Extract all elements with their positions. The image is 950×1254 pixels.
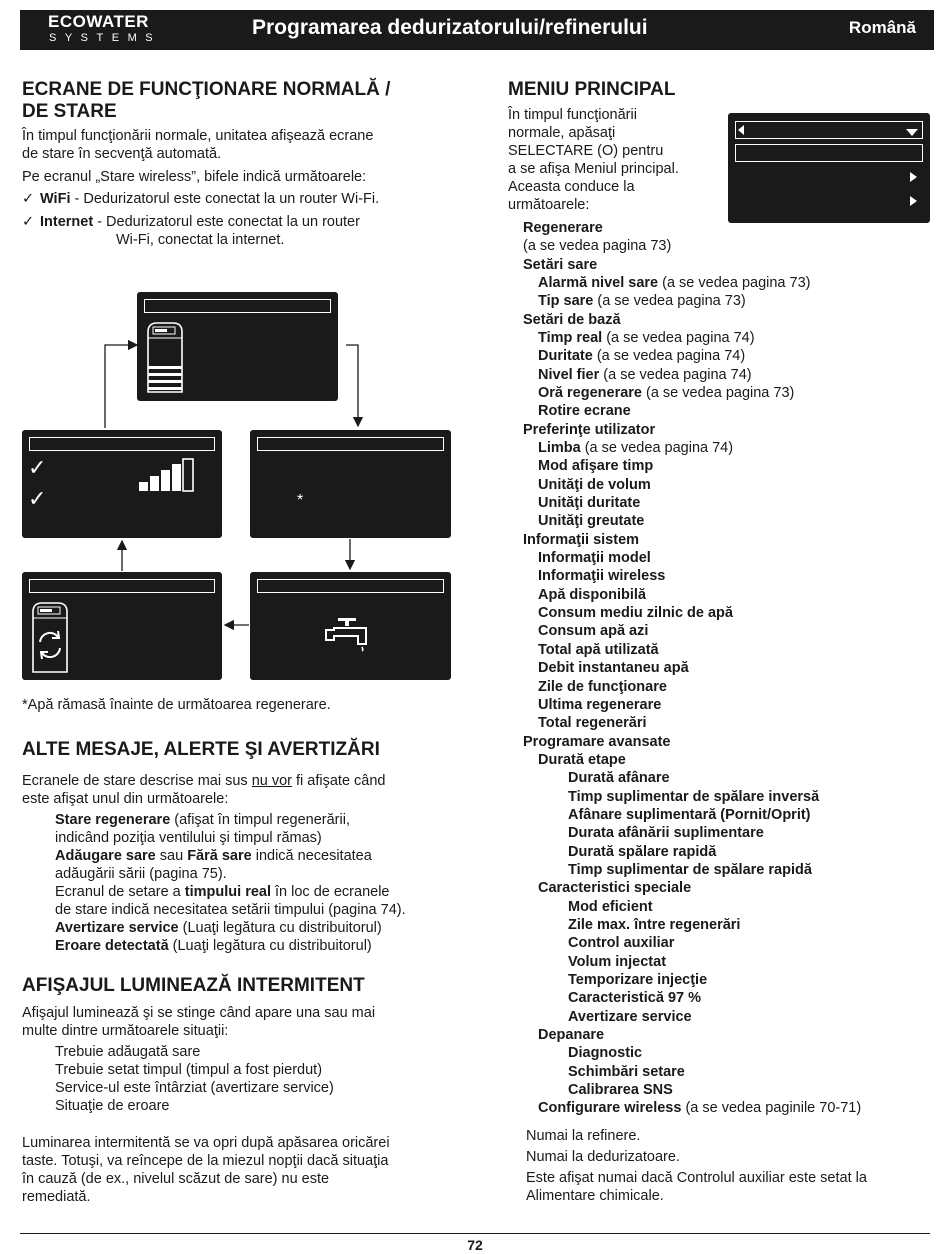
- menu-item-label: Rotire ecrane: [538, 403, 631, 420]
- alert-desc: indică necesitatea: [251, 848, 372, 864]
- note-aux-line2: Alimentare chimicale.: [526, 1188, 664, 1204]
- menu-item-label: Informaţii wireless: [538, 568, 666, 585]
- menu-item-label: Consum mediu zilnic de apă: [538, 605, 733, 622]
- menu-item-label: Tip sare: [538, 293, 594, 310]
- menu-item-label: Timp suplimentar de spălare inversă: [568, 788, 820, 805]
- menu-item-label: Preferinţe utilizator: [523, 421, 656, 438]
- menu-item-note: (a se vedea pagina 74): [580, 440, 734, 457]
- menu-item: [568, 953, 666, 971]
- main-menu-heading: MENIU PRINCIPAL: [508, 79, 676, 100]
- menu-item-label: Limba: [538, 440, 581, 457]
- screen-water-remaining: [250, 430, 451, 538]
- menu-item: [568, 1063, 685, 1081]
- internet-check-icon: ✓: [28, 486, 47, 511]
- menu-item-label: Mod afişare timp: [538, 458, 654, 475]
- menu-item: [538, 1099, 861, 1117]
- language-label: Română: [848, 18, 916, 37]
- internet-desc-line1: - Dedurizatorul este conectat la un router: [93, 214, 360, 230]
- regeneration-unit-icon: [30, 600, 70, 674]
- alerts-intro-line1: [22, 772, 462, 790]
- alert-term: timpului real: [184, 884, 271, 900]
- menu-item-label: Configurare wireless: [538, 1100, 682, 1117]
- status-heading-line2: DE STARE: [22, 101, 117, 122]
- menu-item-label: Duritate: [538, 348, 593, 365]
- arrow-to-top-screen: [105, 345, 137, 428]
- alerts-section: [22, 739, 380, 761]
- wifi-check-icon: ✓: [28, 455, 47, 480]
- alert-term: Fără sare: [187, 848, 252, 864]
- alert-item-time: [55, 883, 455, 901]
- closing-line: în cauză (de ex., nivelul scăzut de sare) nu este: [22, 1171, 330, 1187]
- menu-item: [538, 641, 659, 659]
- alerts-intro-line2: este afişat unul din următoarele:: [22, 791, 229, 807]
- right-arrow-icon: [910, 172, 917, 182]
- flashing-heading: AFIŞAJUL LUMINEAZĂ INTERMITENT: [22, 975, 365, 996]
- menu-item-note: (a se vedea pagina 73): [658, 275, 811, 292]
- alert-term: Stare regenerare: [55, 812, 171, 828]
- menu-item-label: Caracteristici speciale: [538, 880, 692, 897]
- alert-term: Eroare detectată: [55, 938, 169, 954]
- screen-regeneration: [22, 572, 222, 680]
- screen-wireless-status: [22, 430, 222, 538]
- intro-line: SELECTARE (O) pentru: [508, 143, 664, 159]
- menu-item-label: Durată afânare: [568, 770, 670, 787]
- menu-item-label: Durată etape: [538, 751, 626, 768]
- menu-item-label: Setări de bază: [523, 311, 621, 328]
- menu-item-note: (a se vedea pagina 74): [599, 366, 752, 383]
- note-softener: Numai la dedurizatoare.: [526, 1149, 680, 1165]
- footnote-star: *: [297, 492, 304, 509]
- menu-item: [538, 402, 631, 420]
- menu-item-label: Durata afânării suplimentare: [568, 825, 764, 842]
- menu-item: [523, 237, 671, 255]
- screen-title-bar: [257, 437, 444, 451]
- internet-desc-line2: Wi-Fi, conectat la internet.: [116, 232, 285, 248]
- signal-strength-icon: [138, 458, 196, 492]
- menu-item: [568, 971, 707, 989]
- menu-item-label: Oră regenerare: [538, 385, 642, 402]
- menu-item-label: Programare avansate: [523, 733, 671, 750]
- menu-item-label: Debit instantaneu apă: [538, 660, 689, 677]
- logo-main-text: ECOWATER: [48, 12, 149, 31]
- chevron-down-icon: [906, 129, 918, 136]
- alert-desc: în loc de ecranele: [271, 884, 390, 900]
- wifi-term: WiFi: [40, 191, 71, 207]
- status-intro-line1: În timpul funcţionării normale, unitatea afişează ecrane: [22, 128, 374, 144]
- menu-item: [538, 476, 651, 494]
- intro-line: următoarele:: [508, 197, 590, 213]
- menu-item: [523, 421, 655, 439]
- menu-item: [523, 531, 639, 549]
- status-intro-line2: de stare în secvenţă automată.: [22, 146, 222, 162]
- menu-item-label: Afânare suplimentară (Pornit/Oprit): [568, 806, 811, 823]
- menu-item-note: (a se vedea pagina 74): [602, 330, 755, 347]
- menu-item: [568, 806, 811, 824]
- menu-item: [538, 696, 661, 714]
- menu-item: [538, 457, 653, 475]
- intro-line: normale, apăsaţi: [508, 125, 616, 141]
- faucet-icon: [324, 616, 374, 652]
- menu-item: [568, 861, 812, 879]
- menu-item-label: Mod eficient: [568, 898, 653, 915]
- menu-item-label: Schimbări setare: [568, 1063, 685, 1080]
- menu-item: [523, 219, 603, 237]
- menu-item-label: Timp suplimentar de spălare rapidă: [568, 861, 812, 878]
- alert-item-time-line2: de stare indică necesitatea setării timpului (pagina 74).: [55, 902, 406, 918]
- menu-item-label: Zile max. între regenerări: [568, 916, 741, 933]
- logo-sub-text: SYSTEMS: [49, 32, 162, 44]
- alert-item-regeneration-line2: indicând poziţia ventilului şi timpul rămas): [55, 830, 322, 846]
- alert-item-error: [55, 937, 455, 955]
- menu-item: [568, 824, 764, 842]
- menu-item-label: Temporizare injecţie: [568, 971, 708, 988]
- menu-item: [538, 678, 667, 696]
- menu-item: [568, 1081, 673, 1099]
- menu-item: [568, 1008, 692, 1026]
- menu-item: [538, 714, 647, 732]
- list-item: Situaţie de eroare: [55, 1098, 170, 1114]
- menu-selector-bar: [735, 121, 923, 139]
- alert-item-regeneration: [55, 811, 455, 829]
- menu-item-label: Regenerare: [523, 220, 603, 236]
- alert-term: Adăugare sare: [55, 848, 156, 864]
- menu-item: [538, 347, 745, 365]
- alert-item-service: [55, 919, 455, 937]
- left-arrow-icon: [737, 125, 745, 135]
- alert-desc: (afişat în timpul regenerării,: [170, 812, 350, 828]
- menu-item-label: Unităţi greutate: [538, 513, 645, 530]
- flashing-intro: [22, 1004, 462, 1040]
- menu-item-label: Depanare: [538, 1026, 605, 1043]
- alerts-intro: [22, 772, 462, 808]
- alert-term: Avertizare service: [55, 920, 179, 936]
- right-arrow-icon: [910, 196, 917, 206]
- list-item: Trebuie adăugată sare: [55, 1044, 201, 1060]
- note-refiner: Numai la refinere.: [526, 1128, 641, 1144]
- menu-item-label: Nivel fier: [538, 366, 600, 383]
- main-menu-section: [508, 79, 675, 101]
- alerts-list: [55, 811, 455, 955]
- status-intro: [22, 127, 462, 163]
- menu-item: [568, 788, 819, 806]
- closing-line: taste. Totuşi, va reîncepe de la miezul nopţii dacă situaţia: [22, 1153, 389, 1169]
- menu-item: [538, 879, 691, 897]
- check-icon: ✓: [22, 214, 35, 230]
- menu-item-label: Informaţii model: [538, 550, 651, 567]
- alert-desc: Ecranul de setare a: [55, 884, 185, 900]
- internet-item: [22, 213, 462, 231]
- closing-line: Luminarea intermitentă se va opri după apăsarea oricărei: [22, 1135, 390, 1151]
- alert-desc: sau: [155, 848, 188, 864]
- main-menu-screen: [728, 113, 930, 223]
- menu-item-label: Zile de funcţionare: [538, 678, 667, 695]
- screen-softener-status: [137, 292, 338, 401]
- menu-item: [538, 604, 733, 622]
- closing-line: remediată.: [22, 1189, 91, 1205]
- alerts-intro-part2: fi afişate când: [292, 773, 386, 789]
- list-item: Service-ul este întârziat (avertizare service): [55, 1080, 334, 1096]
- menu-item-note: (a se vedea paginile 70-71): [681, 1100, 862, 1117]
- menu-notes: [526, 1127, 926, 1205]
- alert-item-salt: [55, 847, 455, 865]
- menu-item-label: Total apă utilizată: [538, 641, 659, 658]
- menu-item-label: Apă disponibilă: [538, 586, 646, 603]
- menu-item-note: (a se vedea pagina 73): [593, 293, 746, 310]
- alert-item-salt-line2: adăugării sării (pagina 75).: [55, 866, 227, 882]
- list-item: Trebuie setat timpul (timpul a fost pierdut): [55, 1062, 323, 1078]
- menu-item: [523, 733, 671, 751]
- menu-item-label: Caracteristică 97 %: [568, 990, 701, 1007]
- menu-item-label: Control auxiliar: [568, 935, 675, 952]
- menu-item: [568, 934, 674, 952]
- menu-item-note: (a se vedea pagina 73): [523, 238, 672, 255]
- internet-term: Internet: [40, 214, 94, 230]
- alert-desc: (Luaţi legătura cu distribuitorul): [178, 920, 382, 936]
- menu-item: [538, 622, 648, 640]
- menu-item-label: Volum injectat: [568, 953, 667, 970]
- menu-item: [538, 1026, 604, 1044]
- status-screens-diagram: [20, 288, 460, 688]
- flashing-list: [55, 1043, 455, 1115]
- menu-item-label: Avertizare service: [568, 1008, 692, 1025]
- check-icon: ✓: [22, 191, 35, 207]
- menu-item-label: Consum apă azi: [538, 623, 649, 640]
- menu-item-label: Unităţi duritate: [538, 495, 641, 512]
- screen-title-bar: [29, 437, 215, 451]
- menu-item-note: (a se vedea pagina 74): [592, 348, 746, 365]
- menu-item: [538, 366, 752, 384]
- menu-item: [538, 512, 644, 530]
- menu-item: [523, 256, 597, 274]
- menu-item: [523, 311, 621, 329]
- flashing-intro-line1: Afişajul luminează şi se stinge când apare una sau mai: [22, 1005, 376, 1021]
- menu-item: [538, 329, 755, 347]
- footer-divider: [20, 1233, 930, 1234]
- menu-item: [538, 567, 665, 585]
- menu-item-label: Timp real: [538, 330, 603, 347]
- alerts-heading: ALTE MESAJE, ALERTE ŞI AVERTIZĂRI: [22, 739, 380, 760]
- menu-item: [538, 586, 646, 604]
- menu-item-label: Total regenerări: [538, 715, 647, 732]
- note-aux-line1: Este afişat numai dacă Controlul auxiliar este setat la: [526, 1170, 867, 1186]
- wifi-desc: - Dedurizatorul este conectat la un router Wi-Fi.: [70, 191, 380, 207]
- menu-item: [568, 916, 740, 934]
- page-title: Programarea dedurizatorului/refinerului: [252, 16, 648, 39]
- menu-item-label: Ultima regenerare: [538, 696, 662, 713]
- softener-unit-icon: [145, 320, 185, 394]
- menu-item-label: Unităţi de volum: [538, 476, 651, 493]
- menu-item: [568, 898, 653, 916]
- alerts-intro-underlined: nu vor: [251, 773, 292, 789]
- alert-desc: (Luaţi legătura cu distribuitorul): [168, 938, 372, 954]
- menu-item: [568, 989, 701, 1007]
- menu-item-note: (a se vedea pagina 73): [641, 385, 795, 402]
- wireless-intro: Pe ecranul „Stare wireless”, bifele indică următoarele:: [22, 169, 367, 185]
- menu-item: [538, 384, 794, 402]
- menu-item-label: Informaţii sistem: [523, 531, 640, 548]
- intro-line: a se afişa Meniul principal.: [508, 161, 679, 177]
- menu-item-label: Alarmă nivel sare: [538, 275, 659, 292]
- intro-line: În timpul funcţionării: [508, 107, 637, 123]
- flashing-intro-line2: multe dintre următoarele situaţii:: [22, 1023, 229, 1039]
- menu-item: [538, 549, 651, 567]
- menu-item-label: Calibrarea SNS: [568, 1081, 673, 1098]
- menu-item: [538, 494, 640, 512]
- menu-item: [538, 751, 626, 769]
- wifi-item: [22, 190, 462, 208]
- menu-item: [568, 1044, 642, 1062]
- ecowater-logo: [48, 12, 161, 44]
- flashing-section: [22, 975, 365, 997]
- menu-highlight-bar: [735, 144, 923, 162]
- screen-title-bar: [144, 299, 331, 313]
- menu-item-label: Durată spălare rapidă: [568, 843, 717, 860]
- screen-title-bar: [257, 579, 444, 593]
- alerts-intro-part1: Ecranele de stare descrise mai sus: [22, 773, 252, 789]
- menu-item: [568, 769, 670, 787]
- status-section: [22, 79, 462, 123]
- screen-water-flow: [250, 572, 451, 680]
- main-menu-intro: [508, 106, 728, 214]
- status-heading-line1: ECRANE DE FUNCŢIONARE NORMALĂ /: [22, 79, 391, 100]
- flashing-closing: [22, 1134, 462, 1206]
- menu-item: [538, 274, 810, 292]
- intro-line: Aceasta conduce la: [508, 179, 635, 195]
- menu-item: [568, 843, 716, 861]
- diagram-footnote: *Apă rămasă înainte de următoarea regenerare.: [22, 697, 331, 713]
- arrow-to-right-screen: [346, 345, 358, 426]
- page-number: 72: [467, 1237, 483, 1253]
- menu-item: [538, 659, 689, 677]
- menu-item: [538, 292, 746, 310]
- menu-item-label: Setări sare: [523, 256, 598, 273]
- menu-item: [538, 439, 733, 457]
- screen-title-bar: [29, 579, 215, 593]
- page-header: [20, 10, 934, 50]
- menu-item-label: Diagnostic: [568, 1045, 643, 1062]
